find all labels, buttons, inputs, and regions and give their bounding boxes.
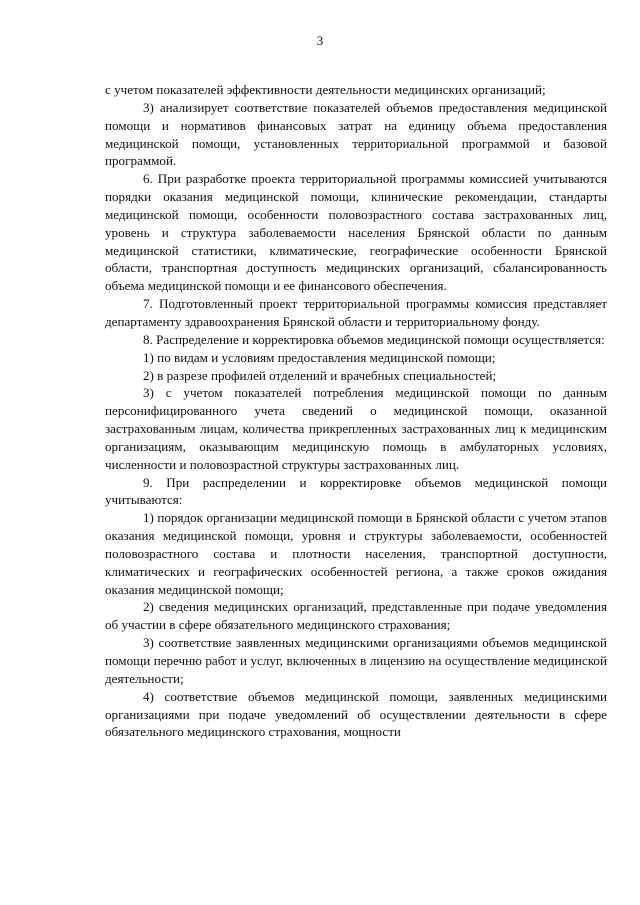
paragraph-clause-8: 8. Распределение и корректировка объемов медицинской помощи осуществляется: [143, 331, 605, 347]
page-number: 3 [316, 33, 324, 48]
paragraph-clause-9-item-4: 4) соответствие объемов медицинской помощи, заявленных медицинскими организациями при подаче уведомлений об осуществлении деятельности в сфере обязательного медицинского страхования, мощности [105, 688, 607, 740]
document-body [105, 81, 607, 741]
paragraph-clause-9-item-2: 2) сведения медицинских организаций, представленные при подаче уведомления об участии в сфере обязательного медицинского страхования; [105, 599, 607, 633]
paragraph-clause-6: 6. При разработке проекта территориальной программы комиссией учитываются порядки оказания медицинской помощи, клинические рекомендации, стандарты медицинской помощи, особенности половозрастного состава застрахованных лиц, уровень и структура заболеваемости населения Брянской области по данным медицинской статистики, климатические, географические особенности Брянской области, транспортная доступность медицинских организаций, сбалансированность объема медицинской помощи и ее финансового обеспечения. [105, 171, 607, 294]
paragraph-clause-8-item-2: 2) в разрезе профилей отделений и врачебных специальностей; [143, 367, 497, 383]
paragraph-clause-9: 9. При распределении и корректировке объемов медицинской помощи учитываются: [105, 474, 607, 508]
paragraph-clause-8-item-1: 1) по видам и условиям предоставления медицинской помощи; [143, 349, 496, 365]
paragraph-clause-7: 7. Подготовленный проект территориальной программы комиссия представляет департаменту здравоохранения Брянской области и территориальному фонду. [105, 296, 607, 329]
paragraph-item-3-analysis: 3) анализирует соответствие показателей объемов предоставления медицинской помощи и нормативов финансовых затрат на единицу объема предоставления медицинской помощи, установленных территориальной программой и базовой программой. [105, 99, 607, 169]
paragraph-clause-9-item-3: 3) соответствие заявленных медицинскими организациями объемов медицинской помощи перечню работ и услуг, включенных в лицензию на осуществление медицинской деятельности; [105, 635, 607, 686]
paragraph-continuation: с учетом показателей эффективности деятельности медицинских организаций; [105, 82, 546, 97]
paragraph-clause-8-item-3: 3) с учетом показателей потребления медицинской помощи по данным персонифицированного учета сведений о медицинской помощи, оказанной застрахованным лицам, количества прикрепленных застрахованных лиц к медицинским организациям, оказывающим медицинскую помощь в амбулаторных условиях, численности и половозрастной структуры застрахованных лиц. [105, 385, 607, 472]
paragraph-clause-9-item-1: 1) порядок организации медицинской помощи в Брянской области с учетом этапов оказания медицинской помощи, уровня и структуры заболеваемости, особенностей половозрастного состава и плотности населения, транспортной доступности, климатических и географических особенностей региона, а также сроков ожидания оказания медицинской помощи; [105, 510, 607, 597]
